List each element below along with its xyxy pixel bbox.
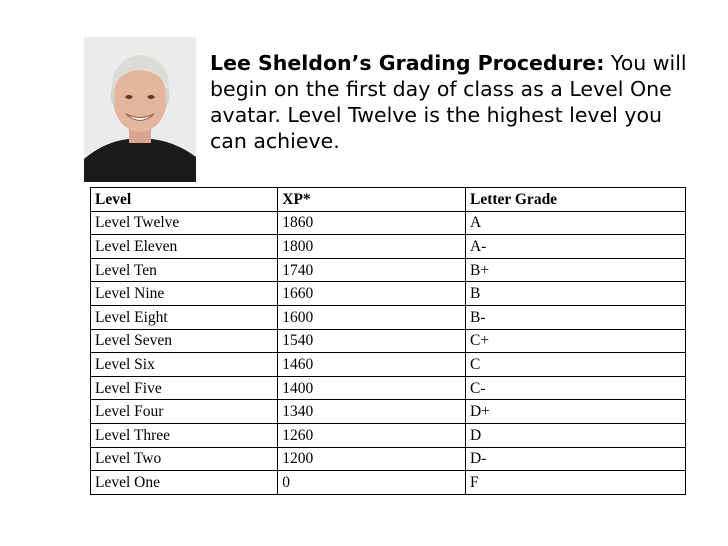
column-header-xp: XP*	[278, 188, 466, 212]
letter-grade-cell: D-	[465, 447, 685, 471]
column-header-letter-grade: Letter Grade	[465, 188, 685, 212]
xp-cell: 1200	[278, 447, 466, 471]
letter-grade-cell: B-	[465, 305, 685, 329]
level-cell: Level One	[91, 471, 278, 495]
grading-procedure-heading	[210, 50, 690, 154]
xp-cell: 0	[278, 471, 466, 495]
level-cell: Level Two	[91, 447, 278, 471]
grading-table	[90, 187, 686, 495]
xp-cell: 1540	[278, 329, 466, 353]
level-cell: Level Nine	[91, 282, 278, 306]
table-row	[91, 471, 686, 495]
table-row	[91, 447, 686, 471]
level-cell: Level Three	[91, 423, 278, 447]
table-row	[91, 376, 686, 400]
table-row	[91, 305, 686, 329]
letter-grade-cell: F	[465, 471, 685, 495]
table-row	[91, 353, 686, 377]
xp-cell: 1460	[278, 353, 466, 377]
table-row	[91, 258, 686, 282]
heading-body-text: You will begin on the first day of class as a Level One avatar. Level Twelve is the highest level you can achieve.	[210, 51, 687, 153]
level-cell: Level Four	[91, 400, 278, 424]
xp-cell: 1740	[278, 258, 466, 282]
letter-grade-cell: C	[465, 353, 685, 377]
level-cell: Level Eleven	[91, 235, 278, 259]
portrait-illustration	[84, 37, 196, 182]
level-cell: Level Ten	[91, 258, 278, 282]
level-cell: Level Five	[91, 376, 278, 400]
level-cell: Level Seven	[91, 329, 278, 353]
letter-grade-cell: A	[465, 211, 685, 235]
heading-bold-text: Lee Sheldon’s Grading Procedure:	[210, 51, 605, 75]
letter-grade-cell: A-	[465, 235, 685, 259]
table-row	[91, 423, 686, 447]
letter-grade-cell: B	[465, 282, 685, 306]
letter-grade-cell: B+	[465, 258, 685, 282]
portrait-photo	[84, 37, 196, 182]
letter-grade-cell: C-	[465, 376, 685, 400]
table-row	[91, 329, 686, 353]
table-row	[91, 211, 686, 235]
table-header-row	[91, 188, 686, 212]
xp-cell: 1260	[278, 423, 466, 447]
xp-cell: 1600	[278, 305, 466, 329]
xp-cell: 1660	[278, 282, 466, 306]
level-cell: Level Six	[91, 353, 278, 377]
level-cell: Level Eight	[91, 305, 278, 329]
letter-grade-cell: C+	[465, 329, 685, 353]
column-header-level: Level	[91, 188, 278, 212]
table-row	[91, 235, 686, 259]
table-row	[91, 400, 686, 424]
xp-cell: 1800	[278, 235, 466, 259]
xp-cell: 1400	[278, 376, 466, 400]
letter-grade-cell: D+	[465, 400, 685, 424]
table-row	[91, 282, 686, 306]
xp-cell: 1860	[278, 211, 466, 235]
letter-grade-cell: D	[465, 423, 685, 447]
xp-cell: 1340	[278, 400, 466, 424]
level-cell: Level Twelve	[91, 211, 278, 235]
